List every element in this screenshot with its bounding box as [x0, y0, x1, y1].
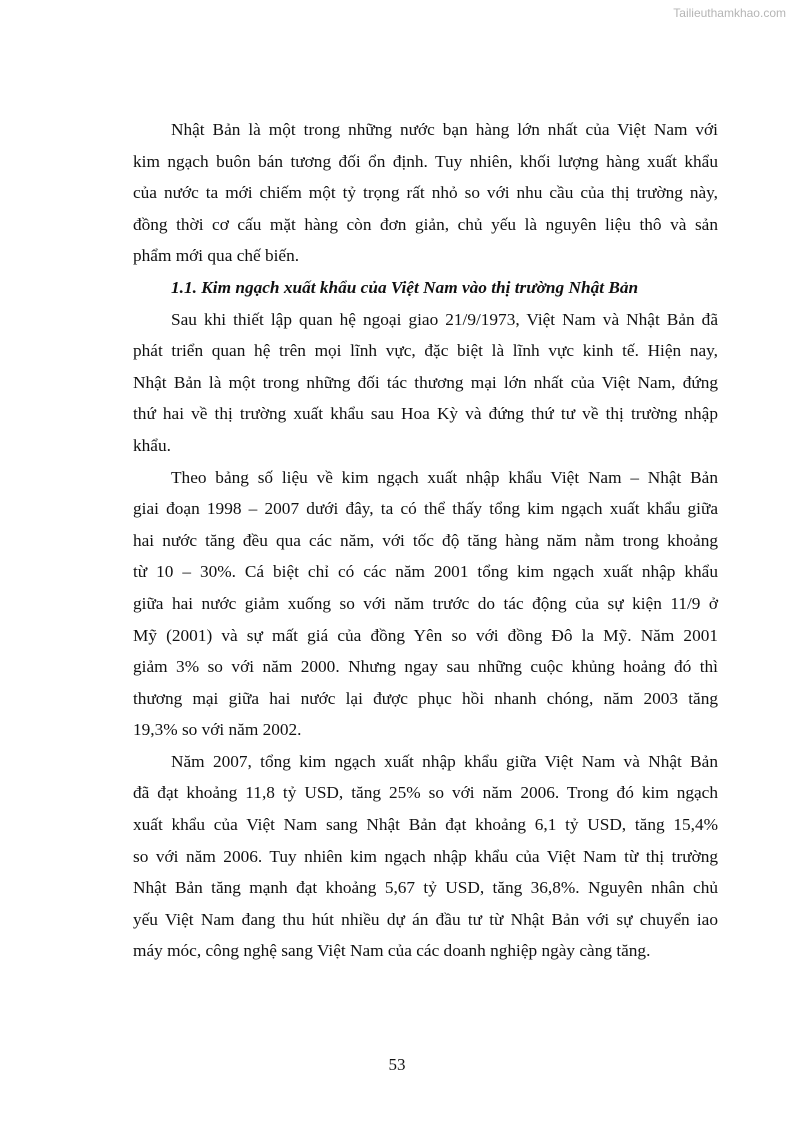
section-heading [133, 272, 718, 304]
text-line: giảm 3% so với năm 2000. Nhưng ngay sau những cuộc khủng hoảng đó thì [133, 657, 718, 677]
text-line: của nước ta mới chiếm một tỷ trọng rất nhỏ so với nhu cầu của thị trường này, [133, 183, 718, 203]
text-line: phát triển quan hệ trên mọi lĩnh vực, đặc biệt là lĩnh vực kinh tế. Hiện nay, [133, 341, 718, 361]
text-line: đồng thời cơ cấu mặt hàng còn đơn giản, chủ yếu là nguyên liệu thô và sản [133, 214, 718, 234]
text-line: so với năm 2006. Tuy nhiên kim ngạch nhập khẩu của Việt Nam từ thị trường [133, 846, 718, 866]
text-line: 1.1. Kim ngạch xuất khẩu của Việt Nam vào thị trường Nhật Bản [171, 277, 639, 297]
text-line: Nhật Bản là một trong những nước bạn hàng lớn nhất của Việt Nam với [171, 120, 718, 139]
text-line: 19,3% so với năm 2002. [133, 720, 302, 740]
text-line: xuất khẩu của Việt Nam sang Nhật Bản đạt khoảng 6,1 tỷ USD, tăng 15,4% [133, 815, 718, 835]
page-body [133, 114, 718, 967]
text-line: đã đạt khoảng 11,8 tỷ USD, tăng 25% so với năm 2006. Trong đó kim ngạch [133, 783, 718, 803]
text-line: giữa hai nước giảm xuống so với năm trước do tác động của sự kiện 11/9 ở [133, 593, 718, 613]
text-line: Theo bảng số liệu về kim ngạch xuất nhập khẩu Việt Nam – Nhật Bản [171, 467, 718, 487]
page-number: 53 [388, 1055, 406, 1074]
text-line: Mỹ (2001) và sự mất giá của đồng Yên so với đồng Đô la Mỹ. Năm 2001 [133, 625, 718, 645]
text-line: hai nước tăng đều qua các năm, với tốc độ tăng hàng năm nằm trong khoảng [133, 530, 718, 550]
text-line: từ 10 – 30%. Cá biệt chỉ có các năm 2001 tổng kim ngạch xuất nhập khẩu [133, 562, 718, 582]
text-line: giai đoạn 1998 – 2007 dưới đây, ta có thể thấy tổng kim ngạch xuất khẩu giữa [133, 499, 718, 519]
paragraph [133, 746, 718, 967]
text-line: phẩm mới qua chế biến. [133, 246, 300, 266]
text-line: máy móc, công nghệ sang Việt Nam của các doanh nghiệp ngày càng tăng. [133, 941, 651, 961]
text-line: thương mại giữa hai nước lại được phục hồi nhanh chóng, năm 2003 tăng [133, 688, 718, 708]
paragraph [133, 114, 718, 272]
text-line: khẩu. [133, 435, 171, 455]
text-line: kim ngạch buôn bán tương đối ổn định. Tuy nhiên, khối lượng hàng xuất khẩu [133, 151, 718, 171]
watermark: Tailieuthamkhao.com [673, 6, 786, 20]
paragraph [133, 304, 718, 462]
text-line: yếu Việt Nam đang thu hút nhiều dự án đầu tư từ Nhật Bản với sự chuyển iao [133, 909, 718, 929]
text-line: Năm 2007, tổng kim ngạch xuất nhập khẩu giữa Việt Nam và Nhật Bản [171, 751, 718, 771]
text-line: Sau khi thiết lập quan hệ ngoại giao 21/9/1973, Việt Nam và Nhật Bản đã [171, 309, 718, 329]
paragraph [133, 462, 718, 746]
text-line: Nhật Bản là một trong những đối tác thương mại lớn nhất của Việt Nam, đứng [133, 372, 718, 392]
text-line: Nhật Bản tăng mạnh đạt khoảng 5,67 tỷ USD, tăng 36,8%. Nguyên nhân chủ [133, 878, 718, 898]
text-line: thứ hai về thị trường xuất khẩu sau Hoa Kỳ và đứng thứ tư về thị trường nhập [133, 404, 718, 424]
